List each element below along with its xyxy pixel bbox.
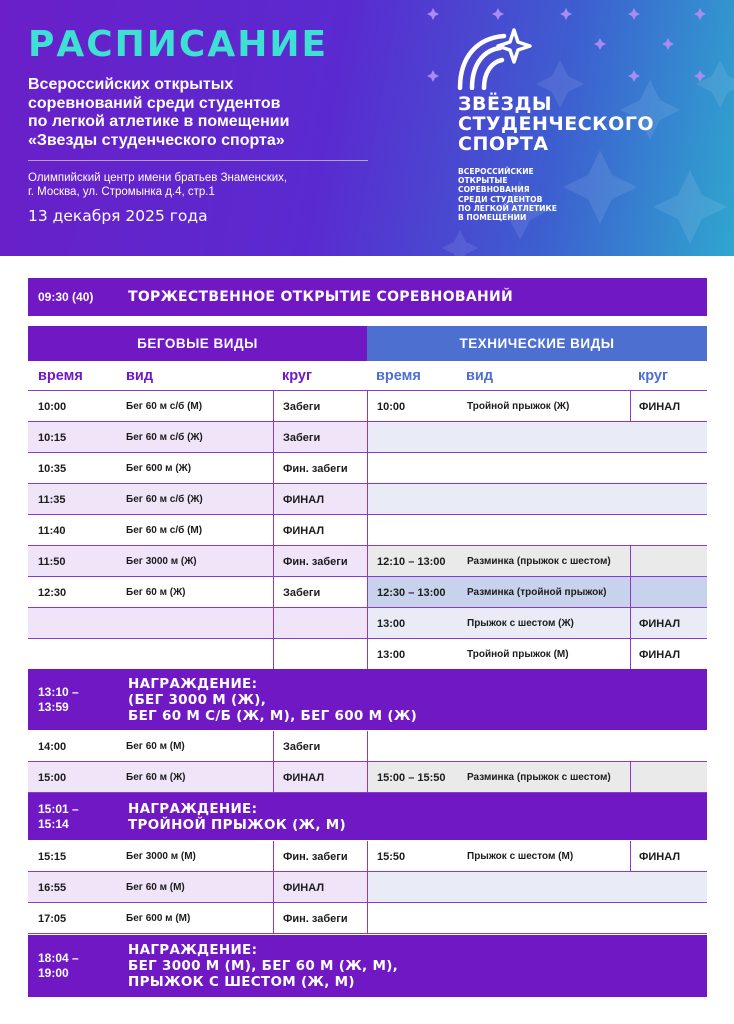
award-bar-2 [28, 793, 707, 840]
row-round: Забеги [273, 422, 367, 453]
logo-sub-line: ВСЕРОССИЙСКИЕ [458, 167, 534, 176]
row-tech-round [630, 762, 707, 793]
subtitle-line: соревнований среди студентов [28, 94, 281, 112]
row-tech-event [457, 515, 630, 546]
row-tech-event [457, 453, 630, 484]
logo-line: ЗВЁЗДЫ [458, 93, 553, 115]
schedule-row [28, 422, 707, 453]
logo-sub-line: В ПОМЕЩЕНИИ [458, 213, 527, 223]
schedule-row [28, 731, 707, 762]
venue [28, 171, 287, 199]
row-tech-event [457, 903, 630, 934]
row-event: Бег 60 м (Ж) [126, 772, 186, 783]
row-tech-time: 15:00 – 15:50 [367, 762, 457, 793]
row-tech-round: ФИНАЛ [630, 608, 707, 639]
row-tech-time [367, 731, 457, 762]
header-banner [0, 0, 734, 256]
award-time-line: 15:01 – [38, 801, 79, 816]
technical-section-header: ТЕХНИЧЕСКИЕ ВИДЫ [367, 326, 707, 361]
row-round: ФИНАЛ [273, 515, 367, 546]
row-event: Бег 3000 м (М) [126, 851, 196, 862]
row-time: 15:00 [38, 771, 67, 784]
row-time: 11:40 [38, 524, 66, 537]
col-header-tech-event: вид [466, 368, 494, 384]
running-section-header: БЕГОВЫЕ ВИДЫ [28, 326, 367, 361]
award-text-line: ТРОЙНОЙ ПРЫЖОК (Ж, М) [128, 816, 346, 833]
subtitle-line: «Звезды студенческого спорта» [28, 131, 285, 149]
opening-time: 09:30 (40) [38, 290, 94, 304]
row-divider [28, 933, 707, 934]
row-time: 16:55 [38, 881, 67, 894]
col-header-time: время [38, 368, 83, 384]
row-time: 10:00 [38, 400, 67, 413]
col-header-event: вид [126, 368, 154, 384]
row-event: Бег 60 м (Ж) [126, 587, 186, 598]
row-event: Бег 60 м с/б (Ж) [126, 494, 203, 505]
row-event: Бег 60 м (М) [126, 741, 185, 752]
row-round: Фин. забеги [273, 903, 367, 934]
row-tech-time [367, 903, 457, 934]
row-event: Бег 60 м с/б (Ж) [126, 432, 203, 443]
award-time [28, 802, 128, 832]
event-date: 13 декабря 2025 года [28, 207, 208, 225]
schedule-row [28, 841, 707, 872]
award-time-line: 15:14 [38, 816, 69, 831]
venue-line: Олимпийский центр имени братьев Знаменских, [28, 172, 288, 184]
subtitle-line: по легкой атлетике в помещении [28, 113, 290, 130]
award-time [28, 685, 128, 715]
row-round: Фин. забеги [273, 453, 367, 484]
row-event: Бег 60 м с/б (М) [126, 525, 203, 536]
award-time-line: 13:59 [38, 699, 69, 714]
row-tech-time [367, 872, 457, 903]
opening-label: ТОРЖЕСТВЕННОЕ ОТКРЫТИЕ СОРЕВНОВАНИЙ [128, 289, 514, 305]
row-time [28, 639, 118, 670]
row-tech-time [367, 484, 457, 515]
row-event [118, 608, 273, 639]
schedule-row [28, 484, 707, 515]
logo-line: СПОРТА [458, 133, 549, 155]
row-round: Забеги [273, 731, 367, 762]
row-time [28, 608, 118, 639]
logo-sub-line: ОТКРЫТЫЕ [458, 176, 508, 186]
row-round: ФИНАЛ [273, 872, 367, 903]
award-time-line: 13:10 – [38, 684, 79, 699]
award-text-line: ПРЫЖОК С ШЕСТОМ (Ж, М) [128, 974, 355, 990]
row-tech-event: Разминка (прыжок с шестом) [467, 772, 611, 783]
row-tech-time: 10:00 [367, 391, 457, 422]
award-time-line: 18:04 – [38, 951, 79, 965]
award-text-line: (БЕГ 3000 М (Ж), [128, 691, 267, 708]
row-time: 12:30 [38, 586, 67, 599]
row-round: Забеги [273, 391, 367, 422]
row-event: Бег 3000 м (Ж) [126, 556, 197, 567]
row-tech-event: Тройной прыжок (М) [467, 649, 569, 660]
col-header-tech-round: круг [638, 368, 669, 384]
row-round: Фин. забеги [273, 546, 367, 577]
award-text [128, 676, 417, 724]
award-bar-1 [28, 669, 707, 730]
row-time: 11:35 [38, 493, 66, 506]
row-event: Бег 600 м (Ж) [126, 463, 192, 474]
schedule-row [28, 762, 707, 793]
logo-line: СТУДЕНЧЕСКОГО [458, 113, 655, 135]
logo-star-icon [452, 26, 532, 90]
award-text-line: НАГРАЖДЕНИЕ: [128, 675, 258, 692]
row-time: 15:15 [38, 850, 67, 863]
row-tech-time: 12:30 – 13:00 [367, 577, 457, 608]
row-time: 10:35 [38, 462, 67, 475]
subtitle-line: Всероссийских открытых [28, 76, 234, 93]
schedule-row [28, 577, 707, 608]
award-text-line: НАГРАЖДЕНИЕ: [128, 800, 258, 817]
row-tech-round: ФИНАЛ [630, 841, 707, 872]
schedule-row [28, 903, 707, 934]
award-time-line: 19:00 [38, 966, 69, 980]
row-time: 10:15 [38, 431, 67, 444]
row-round: ФИНАЛ [273, 762, 367, 793]
row-round: ФИНАЛ [273, 484, 367, 515]
row-tech-round: ФИНАЛ [630, 391, 707, 422]
logo-subtitle [458, 167, 557, 222]
row-time: 17:05 [38, 912, 67, 925]
row-event [118, 639, 273, 670]
row-tech-time [367, 453, 457, 484]
logo-sub-line: СРЕДИ СТУДЕНТОВ [458, 194, 543, 204]
row-tech-event [457, 872, 630, 903]
schedule-row [28, 546, 707, 577]
col-header-round: круг [282, 368, 313, 384]
header-divider [28, 160, 368, 161]
competition-name [28, 76, 378, 150]
row-time: 14:00 [38, 740, 67, 753]
award-text [128, 801, 346, 833]
row-tech-event [457, 731, 630, 762]
row-event: Бег 600 м (М) [126, 913, 191, 924]
row-tech-round: ФИНАЛ [630, 639, 707, 670]
venue-line: г. Москва, ул. Стромынка д.4, стр.1 [28, 186, 215, 198]
award-text [128, 942, 398, 990]
award-time [28, 951, 128, 981]
row-tech-time [367, 422, 457, 453]
award-text-line: БЕГ 3000 М (М), БЕГ 60 М (Ж, М), [128, 958, 399, 974]
schedule-row [28, 872, 707, 903]
schedule-row [28, 515, 707, 546]
row-tech-round [630, 546, 707, 577]
logo-sub-line: ПО ЛЕГКОЙ АТЛЕТИКЕ [458, 203, 557, 213]
col-header-tech-time: время [376, 368, 421, 384]
row-tech-round [630, 577, 707, 608]
row-event: Бег 60 м (М) [126, 882, 185, 893]
page-title: РАСПИСАНИЕ [28, 24, 329, 65]
schedule-row [28, 639, 707, 670]
row-tech-time: 13:00 [367, 608, 457, 639]
logo-text [458, 94, 654, 154]
row-round [273, 608, 367, 639]
row-tech-time: 13:00 [367, 639, 457, 670]
row-tech-event [457, 422, 630, 453]
row-round: Фин. забеги [273, 841, 367, 872]
schedule-row [28, 391, 707, 422]
award-bar-3 [28, 935, 707, 997]
row-event: Бег 60 м с/б (М) [126, 401, 203, 412]
row-tech-event [457, 484, 630, 515]
row-round: Забеги [273, 577, 367, 608]
logo-sub-line: СОРЕВНОВАНИЯ [458, 185, 530, 195]
row-round [273, 639, 367, 670]
opening-ceremony-bar [28, 278, 707, 316]
row-tech-event: Прыжок с шестом (М) [467, 851, 574, 862]
row-tech-time: 15:50 [367, 841, 457, 872]
award-text-line: БЕГ 60 М С/Б (Ж, М), БЕГ 600 М (Ж) [128, 707, 418, 724]
row-tech-time [367, 515, 457, 546]
row-time: 11:50 [38, 555, 66, 568]
row-tech-event: Разминка (тройной прыжок) [467, 587, 607, 598]
award-text-line: НАГРАЖДЕНИЕ: [128, 942, 258, 958]
row-tech-event: Прыжок с шестом (Ж) [467, 618, 574, 629]
row-tech-event: Разминка (прыжок с шестом) [467, 556, 611, 567]
row-tech-time: 12:10 – 13:00 [367, 546, 457, 577]
schedule-row [28, 608, 707, 639]
schedule-row [28, 453, 707, 484]
row-tech-event: Тройной прыжок (Ж) [467, 401, 570, 412]
